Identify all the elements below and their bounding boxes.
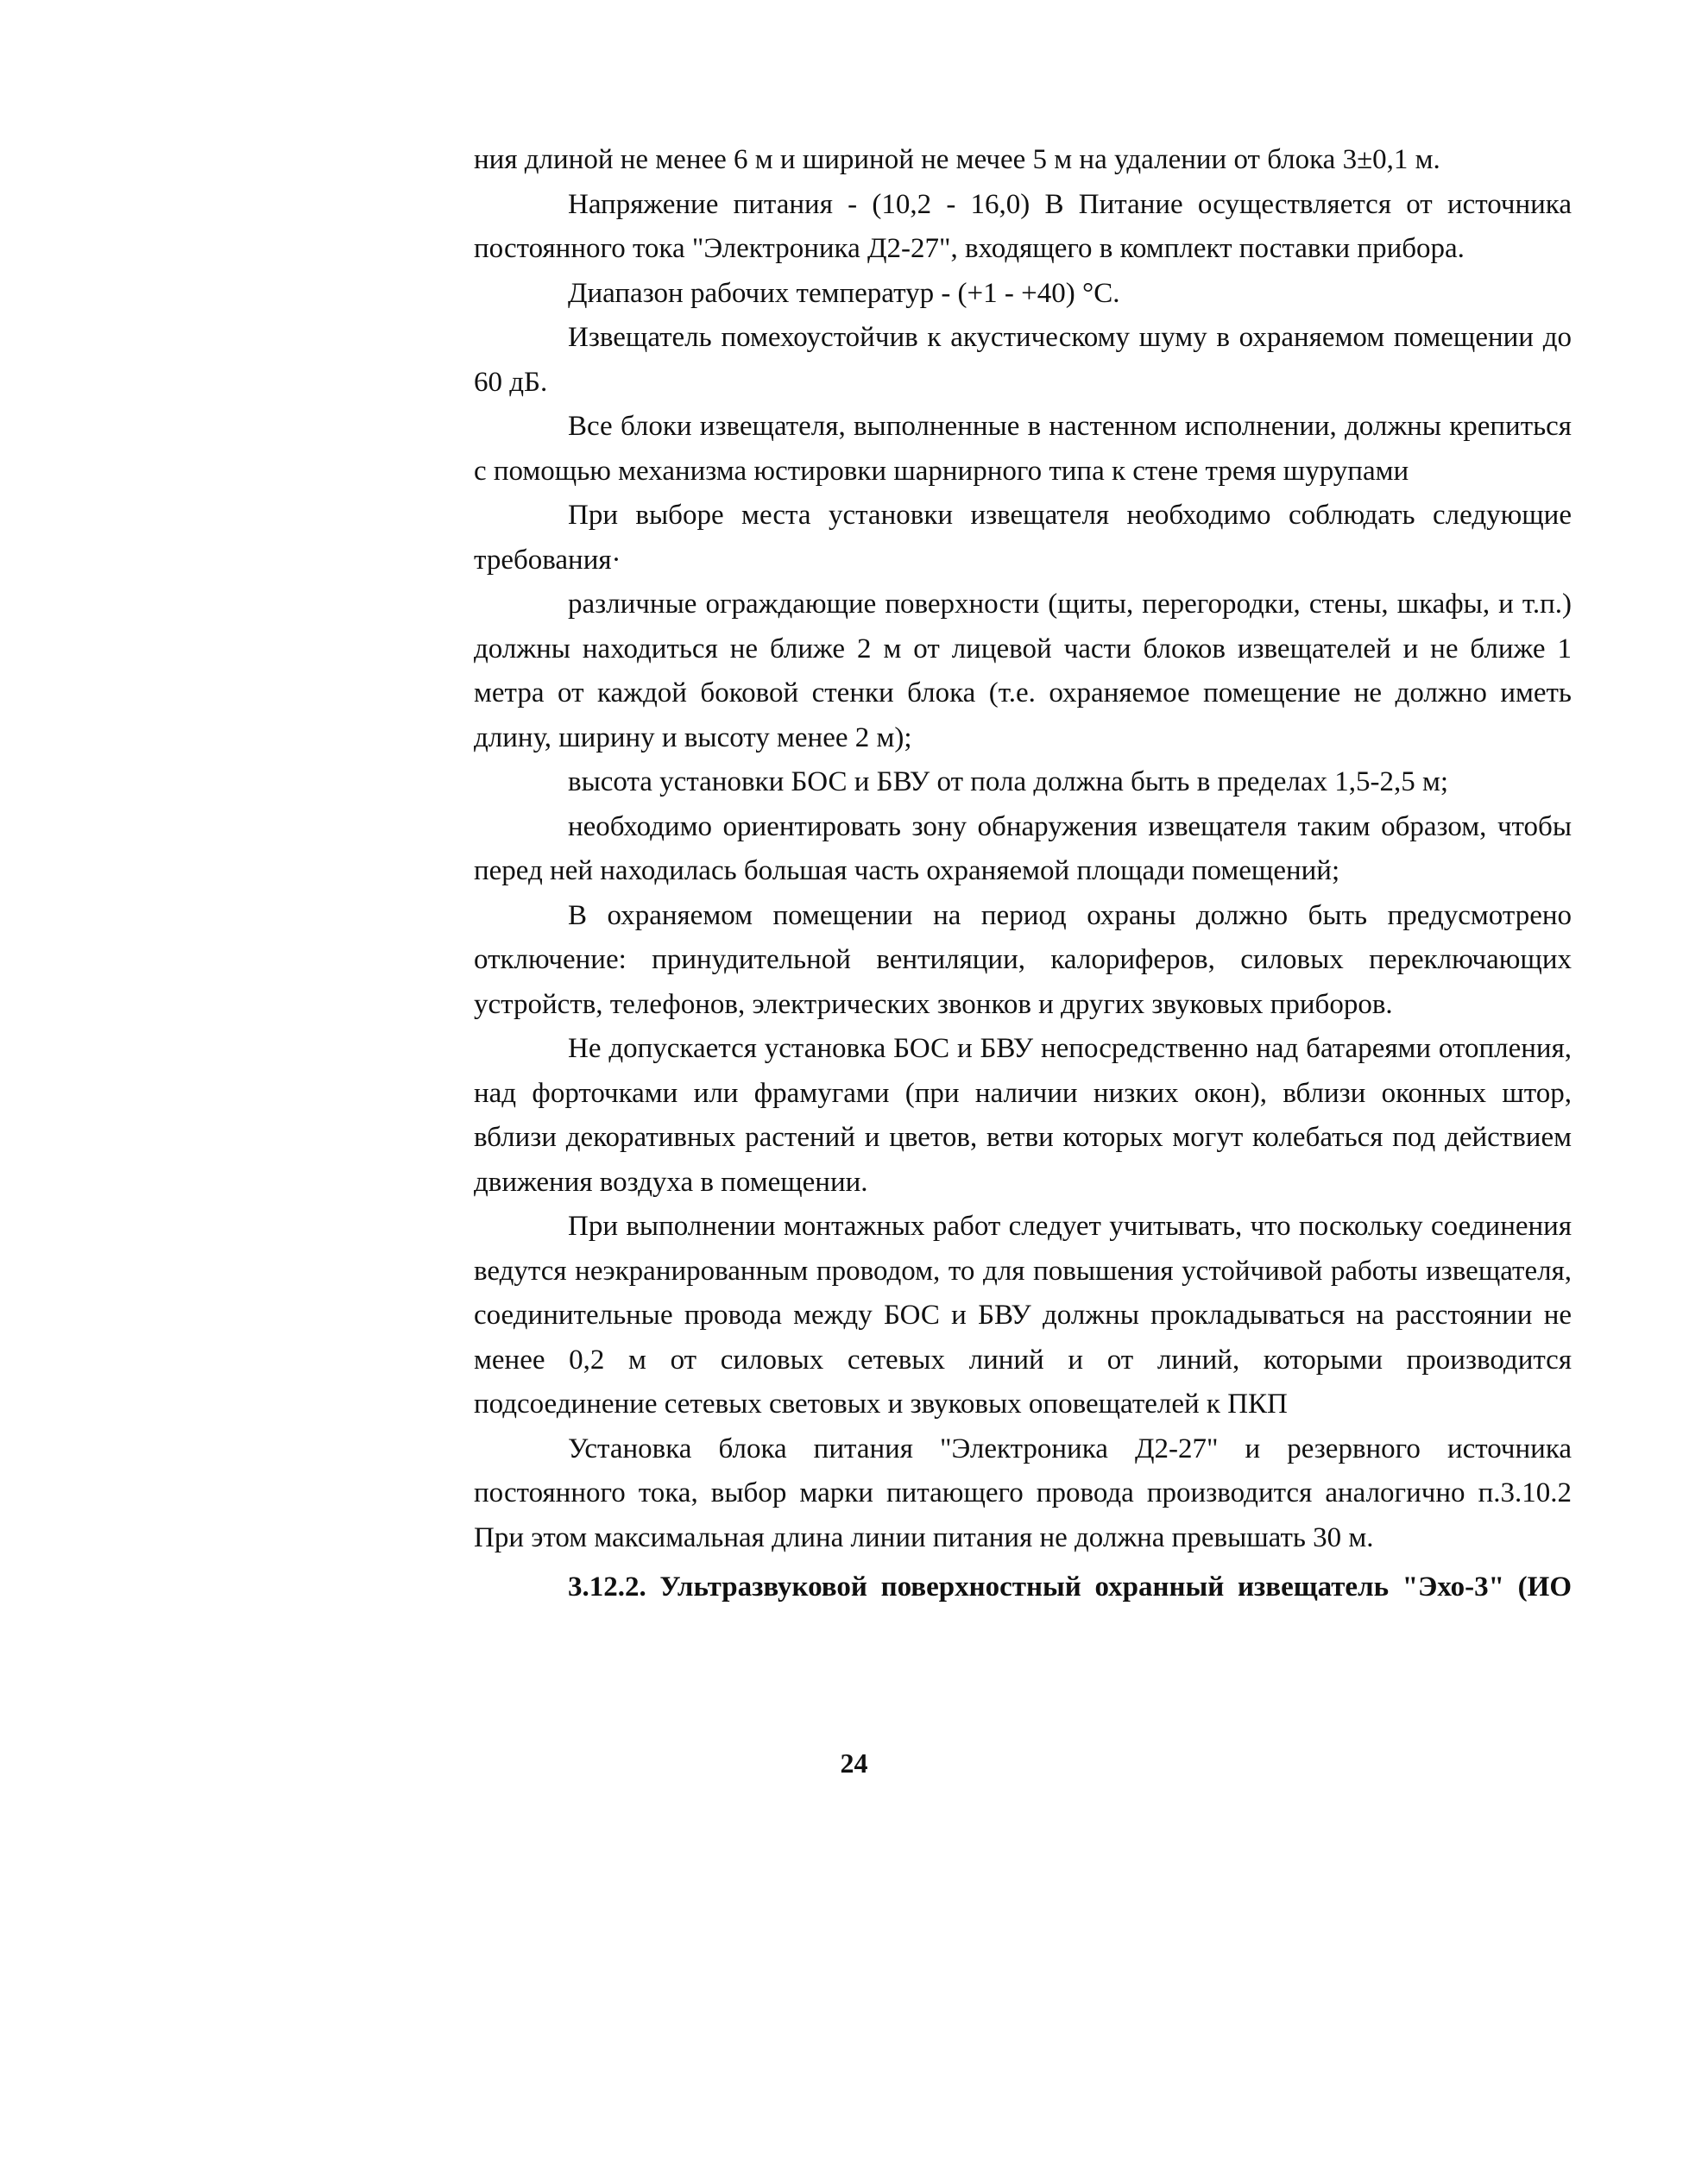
- paragraph-requirement-surfaces: различные ограждающие поверхности (щиты, перегородки, стены, шкафы, и т.п.) должны находиться не ближе 2 м от лицевой части блоков извещателей и не ближе 1 метра от каждой боковой стенки блока (т.е. охраняемое помещение не должно иметь длину, ширину и высоту менее 2 м);: [474, 589, 1572, 753]
- paragraph-temperature-range: Диапазон рабочих температур - (+1 - +40) °С.: [568, 277, 1120, 309]
- paragraph-continuation: ния длиной не менее 6 м и шириной не мечее 5 м на удалении от блока 3±0,1 м.: [474, 144, 1440, 175]
- paragraph-power-supply: Напряжение питания - (10,2 - 16,0) В Питание осуществляется от источника постоянного тока "Электроника Д2-27", входящего в комплект поставки прибора.: [474, 188, 1572, 264]
- paragraph-installation-requirements: При выборе места установки извещателя необходимо соблюдать следующие требования·: [474, 500, 1572, 576]
- paragraph-requirement-orientation: необходимо ориентировать зону обнаружения извещателя таким образом, чтобы перед ней находилась большая часть охраняемой площади помещений;: [474, 810, 1572, 886]
- paragraph-requirement-height: высота установки БОС и БВУ от пола должна быть в пределах 1,5-2,5 м;: [568, 766, 1449, 797]
- section-heading: 3.12.2. Ультразвуковой поверхностный охранный извещатель "Эхо-3" (ИО: [568, 1571, 1572, 1603]
- paragraph-power-unit: Установка блока питания "Электроника Д2-27" и резервного источника постоянного тока, выбор марки питающего провода производится аналогично п.3.10.2 При этом максимальная длина линии питания не должна превышать 30 м.: [474, 1433, 1572, 1553]
- paragraph-noise-immunity: Извещатель помехоустойчив к акустическому шуму в охраняемом помещении до 60 дБ.: [474, 322, 1572, 398]
- paragraph-wiring: При выполнении монтажных работ следует учитывать, что поскольку соединения ведутся неэкранированным проводом, то для повышения устойчивой работы извещателя, соединительные провода между БОС и БВУ должны прокладываться на расстоянии не менее 0,2 м от силовых сетевых линий и от линий, которыми производится подсоединение сетевых световых и звуковых оповещателей к ПКП: [474, 1211, 1572, 1420]
- document-body: [474, 138, 1572, 1610]
- paragraph-requirement-disconnect: В охраняемом помещении на период охраны должно быть предусмотрено отключение: принудительной вентиляции, калориферов, силовых переключающих устройств, телефонов, электрических звонков и других звуковых приборов.: [474, 899, 1572, 1020]
- paragraph-installation-prohibited: Не допускается установка БОС и БВУ непосредственно над батареями отопления, над форточками или фрамугами (при наличии низких окон), вблизи оконных штор, вблизи декоративных растений и цветов, ветви которых могут колебаться под действием движения воздуха в помещении.: [474, 1033, 1572, 1198]
- page-number: 24: [840, 1748, 868, 1779]
- paragraph-mounting: Все блоки извещателя, выполненные в настенном исполнении, должны крепиться с помощью механизма юстировки шарнирного типа к стене тремя шурупами: [474, 411, 1572, 487]
